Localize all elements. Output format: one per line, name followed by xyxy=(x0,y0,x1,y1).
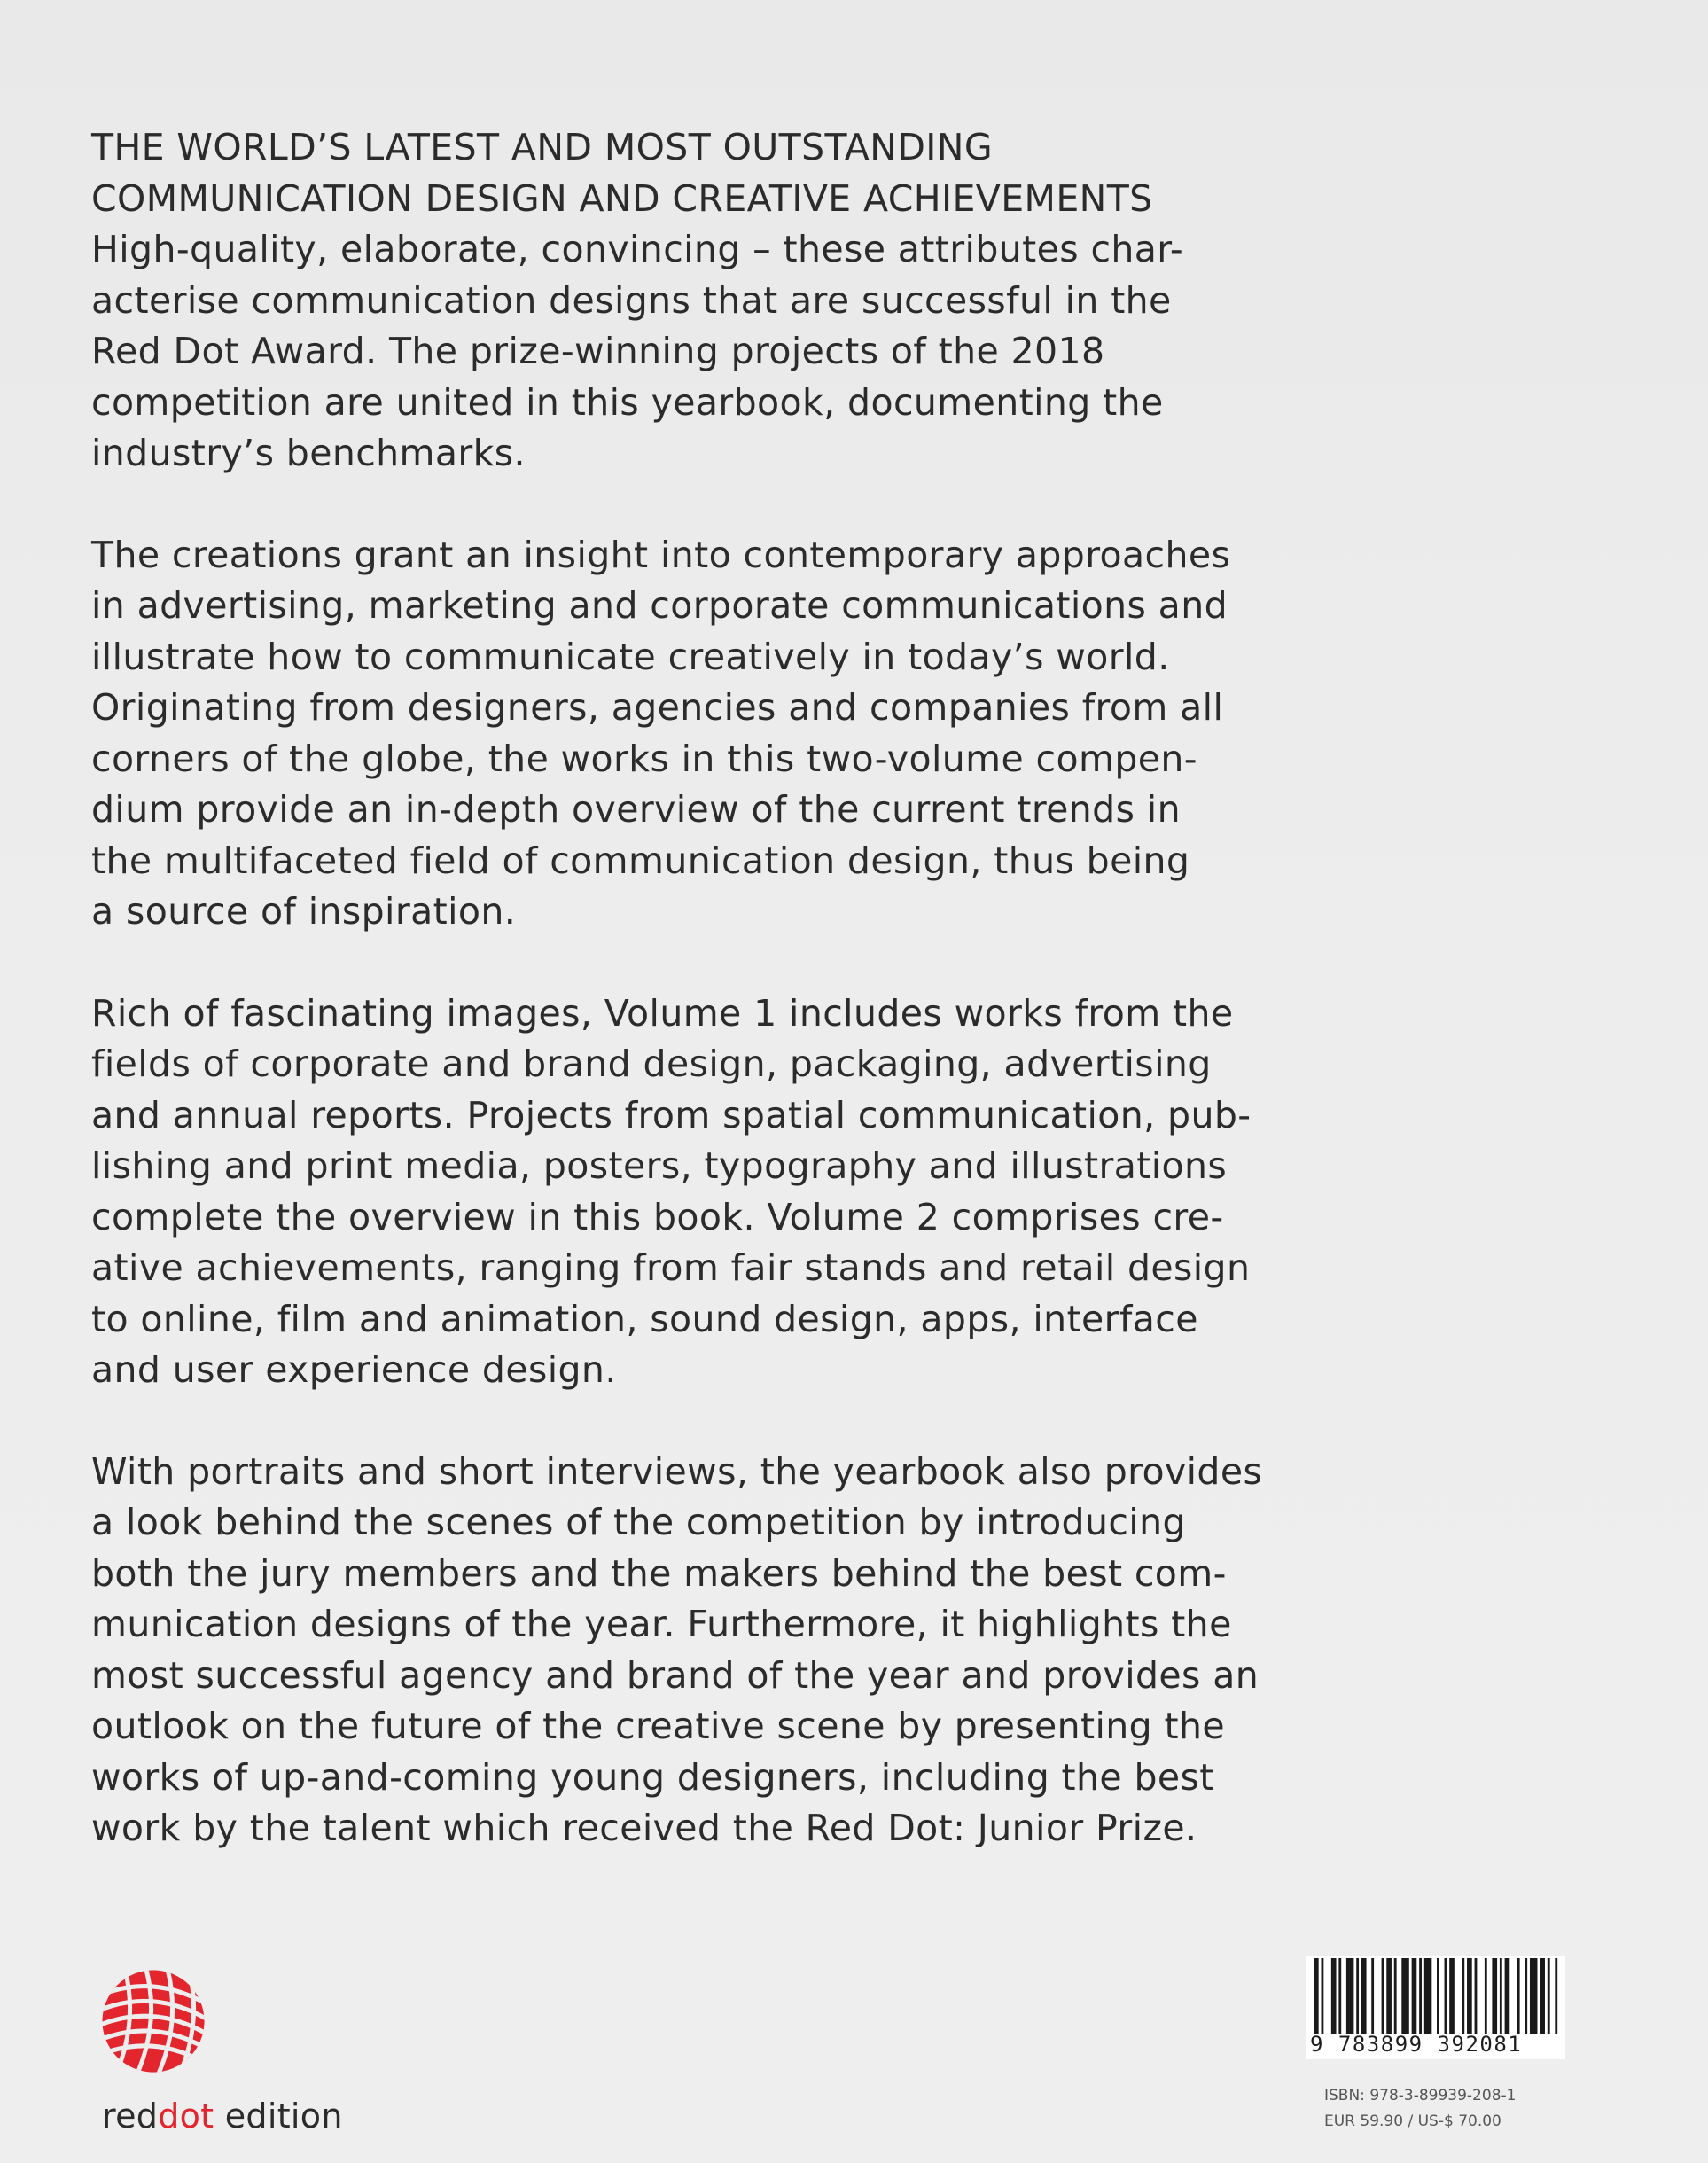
barcode-bar xyxy=(1314,1958,1319,2034)
barcode-bar xyxy=(1382,1958,1384,2034)
barcode-bar xyxy=(1361,1958,1367,2034)
isbn-text: ISBN: 978-3-89939-208-1 xyxy=(1324,2087,1517,2104)
text-line: fields of corporate and brand design, packaging, advertising xyxy=(91,1042,1212,1085)
text-line: to online, film and animation, sound design, apps, interface xyxy=(91,1297,1198,1340)
text-line: With portraits and short interviews, the yearbook also provides xyxy=(91,1449,1263,1493)
barcode-bar xyxy=(1548,1958,1550,2034)
heading-line-2: COMMUNICATION DESIGN AND CREATIVE ACHIEVEMENTS xyxy=(91,176,1153,220)
barcode-bar xyxy=(1322,1958,1324,2034)
text-line: High-quality, elaborate, convincing – these attributes char- xyxy=(91,228,1184,270)
text-line: illustrate how to communicate creatively in today’s world. xyxy=(91,635,1170,678)
barcode-bar xyxy=(1401,1958,1409,2034)
barcode-bar xyxy=(1540,1958,1545,2034)
heading xyxy=(91,122,1421,224)
text-line: ative achievements, ranging from fair stands and retail design xyxy=(91,1246,1251,1289)
text-line: corners of the globe, the works in this two-volume compen- xyxy=(91,737,1197,780)
barcode xyxy=(1306,1956,1565,2059)
barcode-bar xyxy=(1525,1958,1527,2034)
barcode-bar xyxy=(1492,1958,1497,2034)
text-line: work by the talent which received the Red Dot: Junior Prize. xyxy=(91,1807,1197,1849)
text-line: the multifaceted field of communication design, thus being xyxy=(91,839,1190,882)
text-line: The creations grant an insight into contemporary approaches xyxy=(91,533,1231,576)
text-line: munication designs of the year. Furthermore, it highlights the xyxy=(91,1603,1232,1645)
barcode-bar xyxy=(1500,1958,1502,2034)
barcode-bar xyxy=(1475,1958,1478,2034)
text-line: a source of inspiration. xyxy=(91,890,517,933)
barcode-bar xyxy=(1517,1958,1520,2034)
text-line: Rich of fascinating images, Volume 1 includes works from the xyxy=(91,991,1234,1035)
barcode-bar xyxy=(1412,1958,1417,2034)
barcode-bar xyxy=(1386,1958,1392,2034)
barcode-bar xyxy=(1462,1958,1464,2034)
barcode-bar xyxy=(1555,1958,1557,2034)
barcode-bar xyxy=(1346,1958,1354,2034)
paragraph-intro xyxy=(91,224,1421,480)
text-line: most successful agency and brand of the year and provides an xyxy=(91,1653,1260,1697)
text-line: a look behind the scenes of the competition by introducing xyxy=(91,1501,1186,1543)
paragraph-portraits xyxy=(91,1447,1421,1855)
barcode-bar xyxy=(1331,1958,1337,2034)
text-line: dium provide an in-depth overview of the current trends in xyxy=(91,788,1181,831)
barcode-bar xyxy=(1338,1958,1341,2034)
text-line: and user experience design. xyxy=(91,1348,617,1391)
text-line: acterise communication designs that are successful in the xyxy=(91,278,1172,322)
red-dot-logo-icon xyxy=(100,1968,207,2074)
barcode-number: 9 783899 392081 xyxy=(1310,2032,1523,2057)
barcode-bar xyxy=(1530,1958,1538,2034)
barcode-bar xyxy=(1356,1958,1359,2034)
barcode-bar xyxy=(1445,1958,1447,2034)
text-line: outlook on the future of the creative scene by presenting the xyxy=(91,1705,1225,1747)
text-line: competition are united in this yearbook, documenting the xyxy=(91,380,1164,424)
barcode-bar xyxy=(1467,1958,1472,2034)
text-line: both the jury members and the makers behind the best com- xyxy=(91,1551,1227,1595)
barcode-bar xyxy=(1371,1958,1374,2034)
publisher-wordmark-red: red xyxy=(102,2097,159,2136)
text-line: complete the overview in this book. Volume 2 comprises cre- xyxy=(91,1195,1224,1238)
publisher-wordmark-edition: edition xyxy=(214,2097,343,2136)
barcode-bar xyxy=(1419,1958,1422,2034)
text-line: Red Dot Award. The prize-winning projects of the 2018 xyxy=(91,330,1105,372)
text-line: lishing and print media, posters, typography and illustrations xyxy=(91,1144,1228,1187)
text-line: works of up-and-coming young designers, including the best xyxy=(91,1755,1214,1799)
text-line: industry’s benchmarks. xyxy=(91,432,526,474)
paragraph-creations xyxy=(91,530,1421,938)
cover-text xyxy=(91,122,1421,1855)
barcode-bar xyxy=(1394,1958,1397,2034)
text-line: Originating from designers, agencies and companies from all xyxy=(91,686,1224,729)
barcode-bars xyxy=(1312,1958,1562,2034)
barcode-bar xyxy=(1505,1958,1510,2034)
text-line: in advertising, marketing and corporate communications and xyxy=(91,584,1228,627)
heading-line-1: THE WORLD’S LATEST AND MOST OUTSTANDING xyxy=(91,126,994,168)
barcode-bar xyxy=(1424,1958,1432,2034)
price-text: EUR 59.90 / US-$ 70.00 xyxy=(1324,2112,1501,2130)
publisher-wordmark-dot: dot xyxy=(158,2097,214,2136)
barcode-bar xyxy=(1485,1958,1487,2034)
paragraph-volumes xyxy=(91,988,1421,1396)
barcode-bar xyxy=(1437,1958,1439,2034)
publisher-wordmark xyxy=(102,2097,343,2136)
text-line: and annual reports. Projects from spatial communication, pub- xyxy=(91,1093,1252,1136)
barcode-bar xyxy=(1449,1958,1455,2034)
